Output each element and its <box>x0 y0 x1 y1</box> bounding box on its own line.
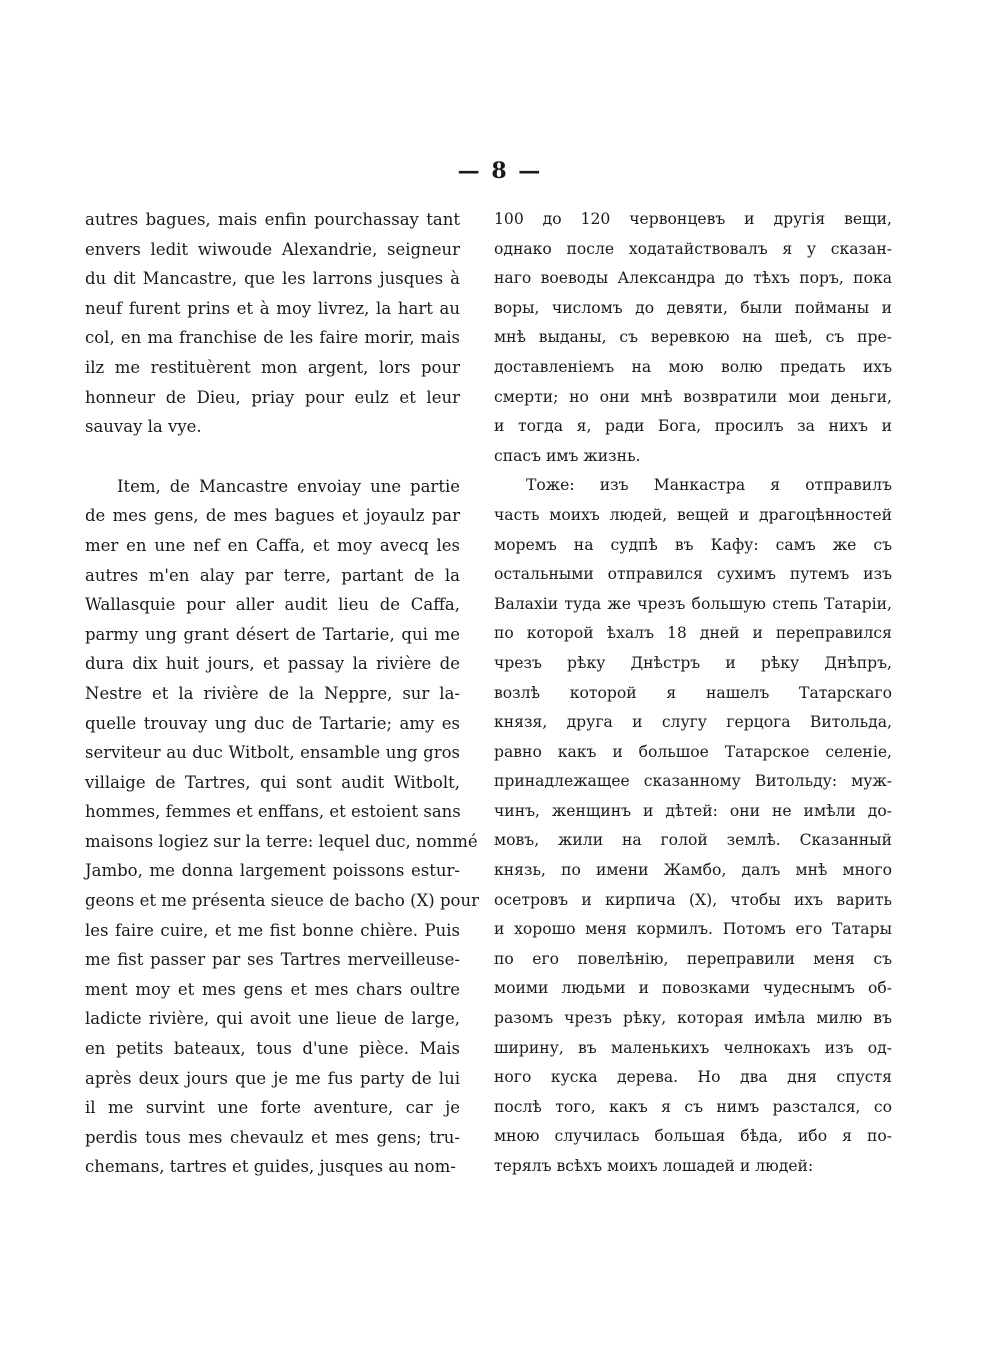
text-line: по которой ѣхалъ 18 дней и переправился <box>494 624 892 643</box>
left-column-french <box>85 205 479 1182</box>
text-line: hommes, femmes et enffans, et estoient sans <box>85 802 461 822</box>
text-line: autres m'en alay par terre, partant de la <box>85 565 460 585</box>
right-paragraph-1 <box>494 205 892 471</box>
text-line: однако после ходатайствовалъ я у сказан- <box>494 239 892 258</box>
text-line: терялъ всѣхъ моихъ лошадей и людей: <box>494 1157 814 1175</box>
paragraph-gap <box>85 442 460 472</box>
text-line: ladicte rivière, qui avoit une lieue de large, <box>85 1009 460 1029</box>
right-column-russian <box>494 205 892 1182</box>
text-line: quelle trouvay ung duc de Tartarie; amy es <box>85 713 460 733</box>
text-line: Тоже: изъ Манкастра я отправилъ <box>526 476 892 495</box>
text-line: Валахіи туда же чрезъ большую степь Татаріи, <box>494 594 892 613</box>
text-line: en petits bateaux, tous d'une pièce. Mais <box>85 1039 460 1059</box>
text-line: и тогда я, ради Бога, просилъ за нихъ и <box>494 417 892 436</box>
text-line: me fist passer par ses Tartres merveilleuse- <box>85 950 460 970</box>
text-line: часть моихъ людей, вещей и драгоцѣнностей <box>494 505 892 524</box>
text-line: спасъ имъ жизнь. <box>494 446 641 465</box>
page-number: — 8 — <box>457 158 543 184</box>
text-line: villaige de Tartres, qui sont audit Witbolt, <box>85 772 460 792</box>
text-line: равно какъ и большое Татарское селеніе, <box>494 742 892 761</box>
text-line: ilz me restituèrent mon argent, lors pour <box>85 357 460 377</box>
text-line: чрезъ рѣку Днѣстръ и рѣку Днѣпръ, <box>494 653 892 672</box>
text-line: Nestre et la rivière de la Neppre, sur la- <box>85 683 460 703</box>
text-line: Wallasquie pour aller audit lieu de Caffa, <box>85 595 460 615</box>
text-line: ширину, въ маленькихъ челнокахъ изъ од- <box>494 1038 892 1057</box>
text-line: мною случилась большая бѣда, ибо я по- <box>494 1127 892 1146</box>
text-line: maisons logiez sur la terre: lequel duc, nommé <box>85 831 478 851</box>
text-line: моими людьми и повозками чудеснымъ об- <box>494 979 892 998</box>
text-line: принадлежащее сказанному Витольду: муж- <box>494 772 892 791</box>
text-line: mer en une nef en Caffa, et moy avecq les <box>85 535 460 555</box>
text-line: dura dix huit jours, et passay la rivière de <box>85 654 460 674</box>
text-line: après deux jours que je me fus party de lui <box>85 1068 460 1088</box>
text-line: serviteur au duc Witbolt, ensamble ung gros <box>85 743 460 763</box>
text-line: geons et me présenta sieuce de bacho (X) pour <box>85 891 479 911</box>
text-line: доставленіемъ на мою волю предать ихъ <box>494 357 892 376</box>
text-line: du dit Mancastre, que les larrons jusques à <box>85 269 460 289</box>
text-line: ного куска дерева. Но два дня спустя <box>494 1068 892 1087</box>
text-line: col, en ma franchise de les faire morir, mais <box>85 328 460 348</box>
text-line: Item, de Mancastre envoiay une partie <box>117 476 460 496</box>
text-line: Jambo, me donna largement poissons estur- <box>85 861 460 881</box>
left-paragraph-1 <box>85 205 460 442</box>
text-line: chemans, tartres et guides, jusques au nom- <box>85 1157 456 1177</box>
text-line: envers ledit wiwoude Alexandrie, seigneur <box>85 239 460 259</box>
text-line: князь, по имени Жамбо, далъ мнѣ много <box>494 861 892 880</box>
text-line: воры, числомъ до девяти, были пойманы и <box>494 298 892 317</box>
text-line: de mes gens, de mes bagues et joyaulz par <box>85 506 460 526</box>
text-line: perdis tous mes chevaulz et mes gens; tru- <box>85 1127 460 1147</box>
text-line: по его повелѣнію, переправили меня съ <box>494 949 892 968</box>
right-paragraph-2 <box>494 471 892 1181</box>
text-line: мовъ, жили на голой землѣ. Сказанный <box>494 831 892 850</box>
text-line: il me survint une forte aventure, car je <box>85 1098 460 1118</box>
text-line: смерти; но они мнѣ возвратили мои деньги, <box>494 387 892 406</box>
text-line: наго воеводы Александра до тѣхъ поръ, пока <box>494 269 892 288</box>
left-paragraph-2 <box>85 472 479 1182</box>
text-line: neuf furent prins et à moy livrez, la hart au <box>85 298 460 318</box>
text-line: остальными отправился сухимъ путемъ изъ <box>494 565 892 584</box>
text-line: sauvay la vye. <box>85 417 202 437</box>
text-line: чинъ, женщинъ и дѣтей: они не имѣли до- <box>494 801 892 820</box>
text-line: осетровъ и кирпича (X), чтобы ихъ варить <box>494 890 892 909</box>
text-line: autres bagues, mais enfin pourchassay tant <box>85 210 460 229</box>
text-line: князя, друга и слугу герцога Витольда, <box>494 713 892 732</box>
text-line: honneur de Dieu, priay pour eulz et leur <box>85 387 460 407</box>
text-line: les faire cuire, et me fist bonne chière. Puis <box>85 920 460 940</box>
text-line: ment moy et mes gens et mes chars oultre <box>85 979 460 999</box>
text-line: послѣ того, какъ я съ нимъ разстался, со <box>494 1097 892 1116</box>
text-line: разомъ чрезъ рѣку, которая имѣла милю въ <box>494 1009 892 1028</box>
text-line: parmy ung grant désert de Tartarie, qui me <box>85 624 460 644</box>
text-line: моремъ на судпѣ въ Кафу: самъ же съ <box>494 535 892 554</box>
text-line: возлѣ которой я нашелъ Татарскаго <box>494 683 892 702</box>
text-line: мнѣ выданы, съ веревкою на шеѣ, съ пре- <box>494 328 892 347</box>
text-line: 100 до 120 червонцевъ и другія вещи, <box>494 210 892 228</box>
text-line: и хорошо меня кормилъ. Потомъ его Татары <box>494 920 892 939</box>
